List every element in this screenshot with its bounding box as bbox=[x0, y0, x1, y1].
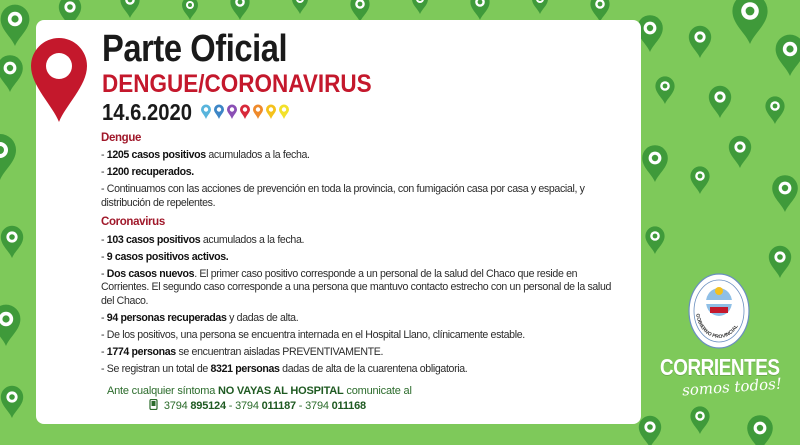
page-title: Parte Oficial bbox=[102, 28, 288, 70]
color-pin-icon bbox=[278, 104, 290, 120]
emblem-text: GOBIERNO PROVINCIAL bbox=[694, 313, 740, 341]
item-text: - bbox=[101, 267, 107, 280]
background-pin-icon bbox=[642, 145, 668, 182]
list-item bbox=[101, 346, 621, 360]
item-text: - bbox=[101, 312, 107, 325]
color-pin-icon bbox=[239, 104, 251, 120]
brand-name: CORRIENTES bbox=[660, 354, 780, 380]
footer-warning bbox=[107, 384, 507, 399]
background-pin-icon bbox=[747, 415, 773, 445]
coronavirus-heading: Coronavirus bbox=[101, 216, 165, 229]
footer-warning-bold: NO VAYAS AL HOSPITAL bbox=[217, 385, 344, 397]
background-pin-icon bbox=[182, 0, 198, 20]
report-date: 14.6.2020 bbox=[102, 99, 193, 125]
dengue-list bbox=[101, 149, 621, 210]
item-text: - Se registran un total de bbox=[101, 363, 211, 376]
color-pin-icon bbox=[226, 104, 238, 120]
list-item bbox=[101, 363, 621, 377]
item-text: - bbox=[101, 250, 107, 263]
background-pin-icon bbox=[776, 35, 800, 76]
contact-footer bbox=[107, 384, 507, 414]
item-bold-text: 9 casos positivos activos. bbox=[106, 250, 229, 263]
background-pin-icon bbox=[230, 0, 249, 20]
item-bold-text: 1774 personas bbox=[106, 346, 176, 359]
background-pin-icon bbox=[769, 246, 791, 278]
item-bold-text: 1200 recuperados. bbox=[106, 166, 194, 179]
item-text: - bbox=[101, 166, 107, 179]
footer-text: comunicate al bbox=[343, 385, 412, 397]
phone-number: 011168 bbox=[331, 400, 366, 412]
phone-prefix: 3794 bbox=[235, 400, 262, 412]
background-pin-icon bbox=[0, 305, 20, 346]
background-pin-icon bbox=[709, 86, 731, 118]
background-pin-icon bbox=[470, 0, 489, 20]
item-text: y dadas de alta. bbox=[226, 312, 299, 325]
color-pin-icon bbox=[265, 104, 277, 120]
phone-separator: - bbox=[225, 400, 236, 412]
brand-slogan: somos todos! bbox=[681, 374, 783, 400]
list-item bbox=[101, 251, 621, 265]
phone-prefix: 3794 bbox=[163, 400, 191, 412]
background-pin-icon bbox=[0, 55, 23, 92]
item-bold-text: 1205 casos positivos bbox=[106, 149, 206, 162]
background-pin-icon bbox=[1, 386, 23, 418]
footer-text: Ante cualquier síntoma bbox=[107, 385, 218, 397]
item-text: dadas de alta de la cuarentena obligatoria. bbox=[279, 363, 468, 376]
background-pin-icon bbox=[292, 0, 308, 14]
background-pin-icon bbox=[689, 26, 711, 58]
background-pin-icon bbox=[1, 5, 30, 46]
background-pin-icon bbox=[1, 226, 23, 258]
phone-number: 011187 bbox=[261, 400, 296, 412]
list-item bbox=[101, 268, 621, 309]
background-pin-icon bbox=[690, 166, 709, 194]
item-text: acumulados a la fecha. bbox=[205, 149, 310, 162]
color-pins-row bbox=[200, 104, 290, 120]
provincial-emblem-logo bbox=[688, 272, 750, 350]
background-pin-icon bbox=[772, 175, 798, 212]
list-item bbox=[101, 166, 621, 180]
report-content bbox=[101, 131, 621, 377]
background-pin-icon bbox=[637, 15, 663, 52]
background-pin-icon bbox=[729, 136, 751, 168]
item-text: - bbox=[101, 233, 107, 246]
phone-number: 895124 bbox=[190, 400, 226, 412]
background-pin-icon bbox=[655, 76, 674, 104]
item-text: se encuentran aisladas PREVENTIVAMENTE. bbox=[175, 346, 384, 359]
background-pin-icon bbox=[590, 0, 609, 22]
list-item bbox=[101, 234, 621, 248]
item-text: - bbox=[101, 346, 107, 359]
page-subtitle: DENGUE/CORONAVIRUS bbox=[102, 70, 372, 98]
color-pin-icon bbox=[213, 104, 225, 120]
color-pin-icon bbox=[252, 104, 264, 120]
coronavirus-list bbox=[101, 234, 621, 377]
phone-icon bbox=[149, 399, 158, 410]
dengue-heading: Dengue bbox=[101, 132, 142, 144]
item-text: - bbox=[101, 149, 107, 162]
map-pin-icon bbox=[27, 36, 91, 124]
phone-numbers bbox=[107, 399, 507, 414]
background-pin-icon bbox=[120, 0, 139, 18]
list-item bbox=[101, 312, 621, 326]
item-bold-text: 94 personas recuperadas bbox=[106, 312, 227, 325]
item-text: . El primer caso positivo corresponde a un personal de la salud del Chaco que reside en Corrientes. El segundo caso corresponde a una persona que mantuvo contacto estrecho con un personal de la salud del Chaco. bbox=[101, 267, 612, 307]
background-pin-icon bbox=[532, 0, 548, 14]
list-item bbox=[101, 183, 621, 210]
phone-prefix: 3794 bbox=[305, 400, 332, 412]
background-pin-icon bbox=[0, 134, 16, 180]
color-pin-icon bbox=[200, 104, 212, 120]
item-bold-text: Dos casos nuevos bbox=[106, 267, 195, 280]
background-pin-icon bbox=[732, 0, 767, 44]
background-pin-icon bbox=[765, 96, 784, 124]
phone-separator: - bbox=[295, 400, 306, 412]
background-pin-icon bbox=[690, 406, 709, 434]
item-text: - Continuamos con las acciones de prevención en toda la provincia, con fumigación casa por casa y espacial, y distribución de repelentes. bbox=[101, 183, 585, 209]
background-pin-icon bbox=[639, 416, 661, 445]
background-pin-icon bbox=[412, 0, 428, 14]
item-text: - De los positivos, una persona se encuentra internada en el Hospital Llano, clínicamente estable. bbox=[101, 329, 525, 342]
list-item bbox=[101, 149, 621, 163]
background-pin-icon bbox=[645, 226, 664, 254]
background-pin-icon bbox=[350, 0, 369, 22]
item-bold-text: 103 casos positivos bbox=[106, 233, 201, 246]
item-bold-text: 8321 personas bbox=[210, 363, 280, 376]
item-text: acumulados a la fecha. bbox=[200, 233, 305, 246]
list-item bbox=[101, 329, 621, 343]
